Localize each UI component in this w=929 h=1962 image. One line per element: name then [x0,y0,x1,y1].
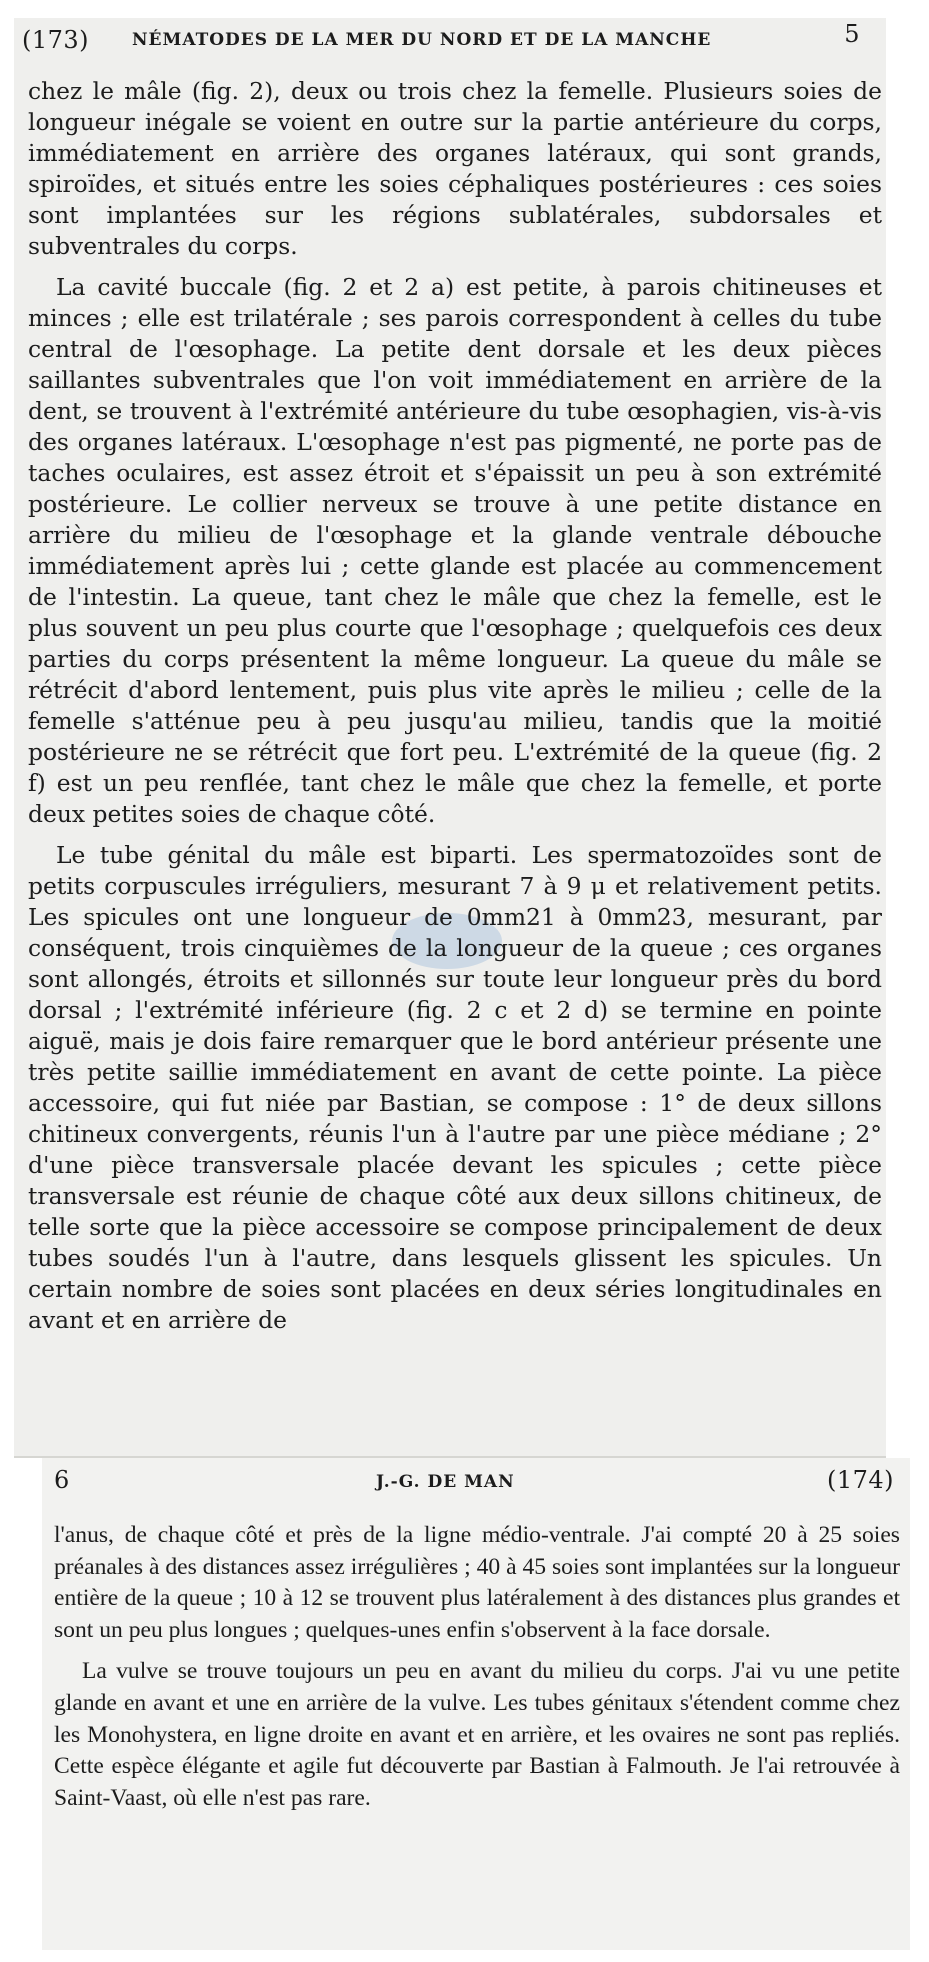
bottom-page-body [54,1520,900,1824]
paragraph: La vulve se trouve toujours un peu en avant du milieu du corps. J'ai vu une petite glande en avant et une en arrière de la vulve. Les tubes génitaux s'étendent comme chez les Monohystera, en ligne droite en avant et en arrière, et les ovaires ne sont pas repliés. Cette espèce élégante et agile fut découverte par Bastian à Falmouth. Je l'ai retrouvée à Saint-Vaast, où elle n'est pas rare. [54,1658,900,1811]
page-reference: (174) [826,1466,894,1494]
page-number: 5 [844,20,860,48]
paragraph: chez le mâle (fig. 2), deux ou trois chez la femelle. Plusieurs soies de longueur inégale se voient en outre sur la partie antérieure du corps, immédiatement en arrière des organes latéraux, qui sont grands, spiroïdes, et situés entre les soies céphaliques postérieures : ces soies sont implantées sur les régions sublatérales, subdorsales et subventrales du corps. [28,77,882,260]
paragraph: Le tube génital du mâle est biparti. Les spermatozoïdes sont de petits corpuscules irréguliers, mesurant 7 à 9 μ et relativement petits. Les spicules ont une longueur de 0mm21 à 0mm23, mesurant, par conséquent, trois cinquièmes de la longueur de la queue ; ces organes sont allongés, étroits et sillonnés sur toute leur longueur près du bord dorsal ; l'extrémité inférieure (fig. 2 c et 2 d) se termine en pointe aiguë, mais je dois faire remarquer que le bord antérieur présente une très petite saillie immédiatement en avant de cette pointe. La pièce accessoire, qui fut niée par Bastian, se compose : 1° de deux sillons chitineux convergents, réunis l'un à l'autre par une pièce médiane ; 2° d'une pièce transversale placée devant les spicules ; cette pièce transversale est réunie de chaque côté aux deux sillons chitineux, de telle sorte que la pièce accessoire se compose principalement de deux tubes soudés l'un à l'autre, dans lesquels glissent les spicules. Un certain nombre de soies sont placées en deux séries longitudinales en avant et en arrière de [28,841,882,1334]
running-title: J.-G. DE MAN [376,1472,515,1492]
running-title: NÉMATODES DE LA MER DU NORD ET DE LA MANCHE [132,30,712,50]
page-reference: (173) [22,26,90,54]
top-page-body [28,76,882,1346]
top-page [14,18,886,1458]
page-number: 6 [54,1466,70,1494]
paragraph: l'anus, de chaque côté et près de la ligne médio-ventrale. J'ai compté 20 à 25 soies préanales à des distances assez irrégulières ; 40 à 45 soies sont implantées sur la longueur entière de la queue ; 10 à 12 se trouvent plus latéralement à des distances plus grandes et sont un peu plus longues ; quelques-unes enfin s'observent à la face dorsale. [54,1522,900,1643]
paragraph: La cavité buccale (fig. 2 et 2 a) est petite, à parois chitineuses et minces ; elle est trilatérale ; ses parois correspondent à celles du tube central de l'œsophage. La petite dent dorsale et les deux pièces saillantes subventrales que l'on voit immédiatement en arrière de la dent, se trouvent à l'extrémité antérieure du tube œsophagien, vis-à-vis des organes latéraux. L'œsophage n'est pas pigmenté, ne porte pas de taches oculaires, est assez étroit et s'épaissit un peu à son extrémité postérieure. Le collier nerveux se trouve à une petite distance en arrière du milieu de l'œsophage et la glande ventrale débouche immédiatement après lui ; cette glande est placée au commencement de l'intestin. La queue, tant chez le mâle que chez la femelle, est le plus souvent un peu plus courte que l'œsophage ; quelquefois ces deux parties du corps présentent la même longueur. La queue du mâle se rétrécit d'abord lentement, puis plus vite après le milieu ; celle de la femelle s'atténue peu à peu jusqu'au milieu, tandis que la moitié postérieure ne se rétrécit que fort peu. L'extrémité de la queue (fig. 2 f) est un peu renflée, tant chez le mâle que chez la femelle, et porte deux petites soies de chaque côté. [28,273,882,828]
bottom-page-header [42,1458,910,1498]
top-page-header [14,18,886,58]
bottom-page [42,1458,910,1950]
